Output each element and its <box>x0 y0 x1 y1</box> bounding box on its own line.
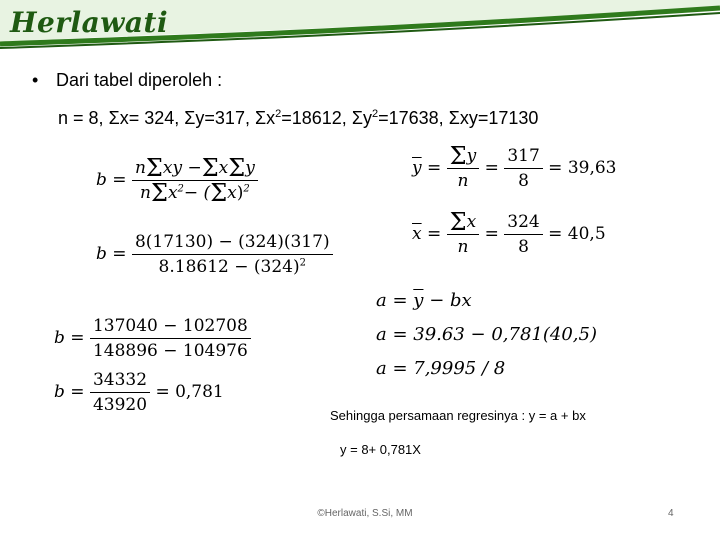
denominator: 8 <box>518 171 529 191</box>
term: n <box>140 183 151 203</box>
sigma-symbol: Σ <box>254 108 267 128</box>
term: x <box>466 212 477 232</box>
term: x <box>227 183 237 203</box>
sum-x: x= 324, <box>119 108 180 128</box>
sigma-symbol: Σ <box>145 154 163 182</box>
denominator: n <box>457 171 469 191</box>
bullet-heading <box>32 70 222 91</box>
exp: 2 <box>275 108 282 120</box>
bullet-text: Dari tabel diperoleh : <box>56 70 223 90</box>
formula-a2: a = 39.63 − 0,781(40,5) <box>376 324 597 345</box>
formula-xbar: $\overline{x}$ = $\frac{\Sigma x}{n}$ = $\frac{324}{8}$ = 40,5 <box>412 208 606 257</box>
numerator: 34332 <box>90 370 150 393</box>
formula-b-calc1 <box>54 316 251 361</box>
fraction <box>504 212 542 257</box>
sigma-symbol: Σ <box>108 108 120 128</box>
regression-note: Sehingga persamaan regresinya : y = a + bx <box>330 408 586 423</box>
lhs: b = <box>54 328 85 348</box>
term: 8.18612 − (324) <box>158 257 300 277</box>
fraction <box>447 142 480 191</box>
numerator: 317 <box>504 146 542 169</box>
lhs: b = <box>54 382 85 402</box>
numerator: 324 <box>504 212 542 235</box>
footer-credit: ©Herlawati, S.Si, MM <box>317 508 413 519</box>
sum-x2: x <box>266 108 276 128</box>
formula-b-general <box>96 154 258 207</box>
fraction <box>132 232 333 277</box>
term: xy − <box>162 158 202 178</box>
result: = 40,5 <box>548 224 606 244</box>
exp: 2 <box>371 108 379 120</box>
sigma-symbol: Σ <box>448 108 460 128</box>
formula-a3: a = 7,9995 / 8 <box>376 358 506 379</box>
denominator <box>132 255 333 277</box>
fraction <box>504 146 542 191</box>
lhs: b = <box>96 244 127 264</box>
sigma-symbol: Σ <box>449 208 467 236</box>
fraction <box>90 370 150 415</box>
term: y <box>466 146 477 166</box>
formula-b-substituted <box>96 232 333 277</box>
sigma-symbol: Σ <box>150 179 168 207</box>
numerator <box>132 154 258 182</box>
numerator <box>447 208 480 236</box>
regression-result: y = 8+ 0,781X <box>340 442 421 457</box>
lhs: $\overline{y}$ = <box>412 158 442 178</box>
term: x <box>167 183 178 203</box>
sigma-symbol: Σ <box>184 108 196 128</box>
numerator: 137040 − 102708 <box>90 316 251 339</box>
term: y <box>245 158 255 178</box>
formula-ybar: $\overline{y}$ = $\frac{\Sigma y}{n}$ = $\frac{317}{8}$ = 39,63 <box>412 142 617 191</box>
rhs: − bx <box>429 290 472 311</box>
denominator <box>132 179 258 207</box>
sums-line <box>58 108 538 129</box>
sum-y2: y <box>362 108 372 128</box>
numerator: 8(17130) − (324)(317) <box>132 232 333 255</box>
formula-b-calc2 <box>54 370 224 415</box>
ybar: $\overline{y}$ <box>413 290 424 311</box>
denominator: n <box>457 237 469 257</box>
exp: 2 <box>299 257 306 269</box>
sigma-symbol: Σ <box>228 154 246 182</box>
brand-title: Herlawati <box>10 6 169 39</box>
paren: ) <box>236 183 244 203</box>
bullet-icon: • <box>32 70 39 90</box>
denominator: 148896 − 104976 <box>92 341 248 361</box>
numerator <box>447 142 480 170</box>
denominator: 43920 <box>92 395 148 415</box>
denominator: 8 <box>518 237 529 257</box>
sigma-symbol: Σ <box>201 154 219 182</box>
sigma-symbol: Σ <box>210 179 228 207</box>
fraction <box>90 316 251 361</box>
sum-xy: xy=17130 <box>459 108 539 128</box>
formula-a1 <box>376 290 472 311</box>
term: n <box>134 158 146 178</box>
sum-x2-val: =18612, <box>281 108 347 128</box>
result: = 39,63 <box>548 158 617 178</box>
fraction <box>132 154 258 207</box>
sum-n: n = 8, <box>58 108 104 128</box>
sum-y2-val: =17638, <box>378 108 444 128</box>
result: = 0,781 <box>155 382 224 402</box>
sigma-symbol: Σ <box>351 108 363 128</box>
lhs: b = <box>96 170 127 190</box>
page-number: 4 <box>668 508 674 519</box>
fraction <box>447 208 480 257</box>
term: x <box>218 158 229 178</box>
exp: 2 <box>243 183 250 195</box>
lhs: $\overline{x}$ = <box>412 224 442 244</box>
sigma-symbol: Σ <box>449 142 467 170</box>
lhs: a = <box>376 290 408 311</box>
term: − ( <box>183 183 211 203</box>
exp: 2 <box>177 183 184 195</box>
sum-y: y=317, <box>195 108 250 128</box>
